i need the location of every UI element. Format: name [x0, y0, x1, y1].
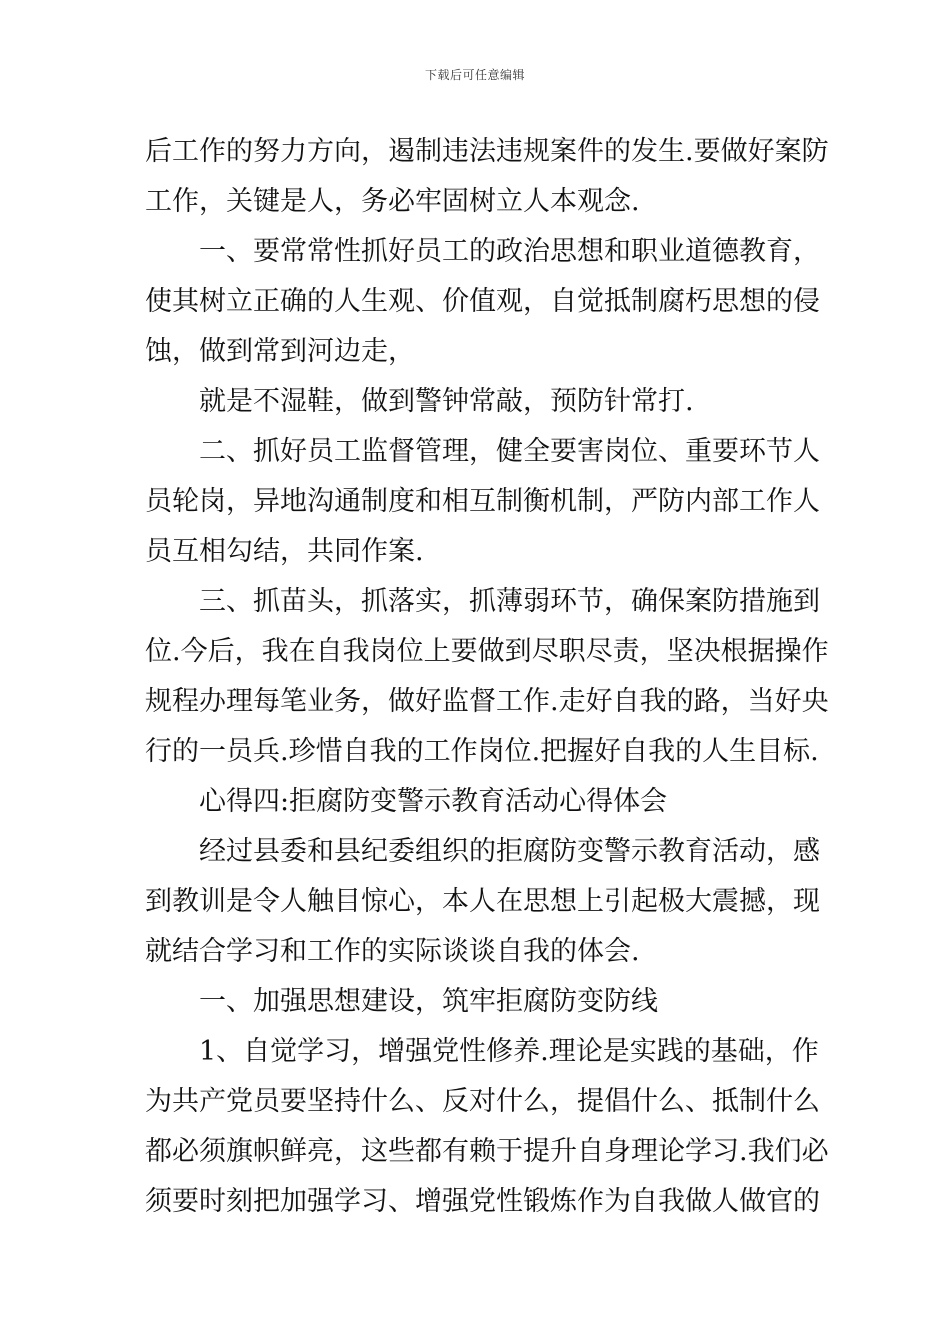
text-line: 位.今后，我在自我岗位上要做到尽职尽责，坚决根据操作 [145, 636, 829, 667]
text-line: 须要时刻把加强学习、增强党性锻炼作为自我做人做官的 [145, 1186, 820, 1217]
text-line: 使其树立正确的人生观、价值观，自觉抵制腐朽思想的侵 [145, 286, 820, 317]
text-line: 一、要常常性抓好员工的政治思想和职业道德教育， [199, 236, 820, 267]
text-line: 行的一员兵.珍惜自我的工作岗位.把握好自我的人生目标. [145, 736, 819, 767]
page-header: 下载后可任意编辑 [424, 68, 525, 82]
text-line: 二、抓好员工监督管理，健全要害岗位、重要环节人 [199, 436, 820, 467]
text-line: 就结合学习和工作的实际谈谈自我的体会. [145, 936, 640, 967]
text-line: 规程办理每笔业务，做好监督工作.走好自我的路，当好央 [145, 686, 829, 717]
text-line: 后工作的努力方向，遏制违法违规案件的发生.要做好案防 [145, 136, 829, 167]
text-line: 员轮岗，异地沟通制度和相互制衡机制，严防内部工作人 [145, 486, 820, 517]
text-line: 都必须旗帜鲜亮，这些都有赖于提升自身理论学习.我们必 [145, 1136, 829, 1167]
section-heading: 一、加强思想建设，筑牢拒腐防变防线 [199, 986, 658, 1017]
text-line: 员互相勾结，共同作案. [145, 536, 424, 567]
text-line: 1、自觉学习，增强党性修养.理论是实践的基础，作 [199, 1036, 819, 1067]
text-line: 为共产党员要坚持什么、反对什么，提倡什么、抵制什么 [145, 1086, 820, 1117]
text-line: 蚀，做到常到河边走， [145, 336, 415, 367]
body-text [145, 127, 829, 1227]
text-line: 到教训是令人触目惊心，本人在思想上引起极大震撼，现 [145, 886, 820, 917]
text-line: 三、抓苗头，抓落实，抓薄弱环节，确保案防措施到 [199, 586, 820, 617]
section-heading: 心得四:拒腐防变警示教育活动心得体会 [199, 786, 668, 817]
text-line: 就是不湿鞋，做到警钟常敲，预防针常打. [199, 386, 694, 417]
text-line: 经过县委和县纪委组织的拒腐防变警示教育活动，感 [199, 836, 820, 867]
text-line: 工作，关键是人，务必牢固树立人本观念. [145, 186, 640, 217]
